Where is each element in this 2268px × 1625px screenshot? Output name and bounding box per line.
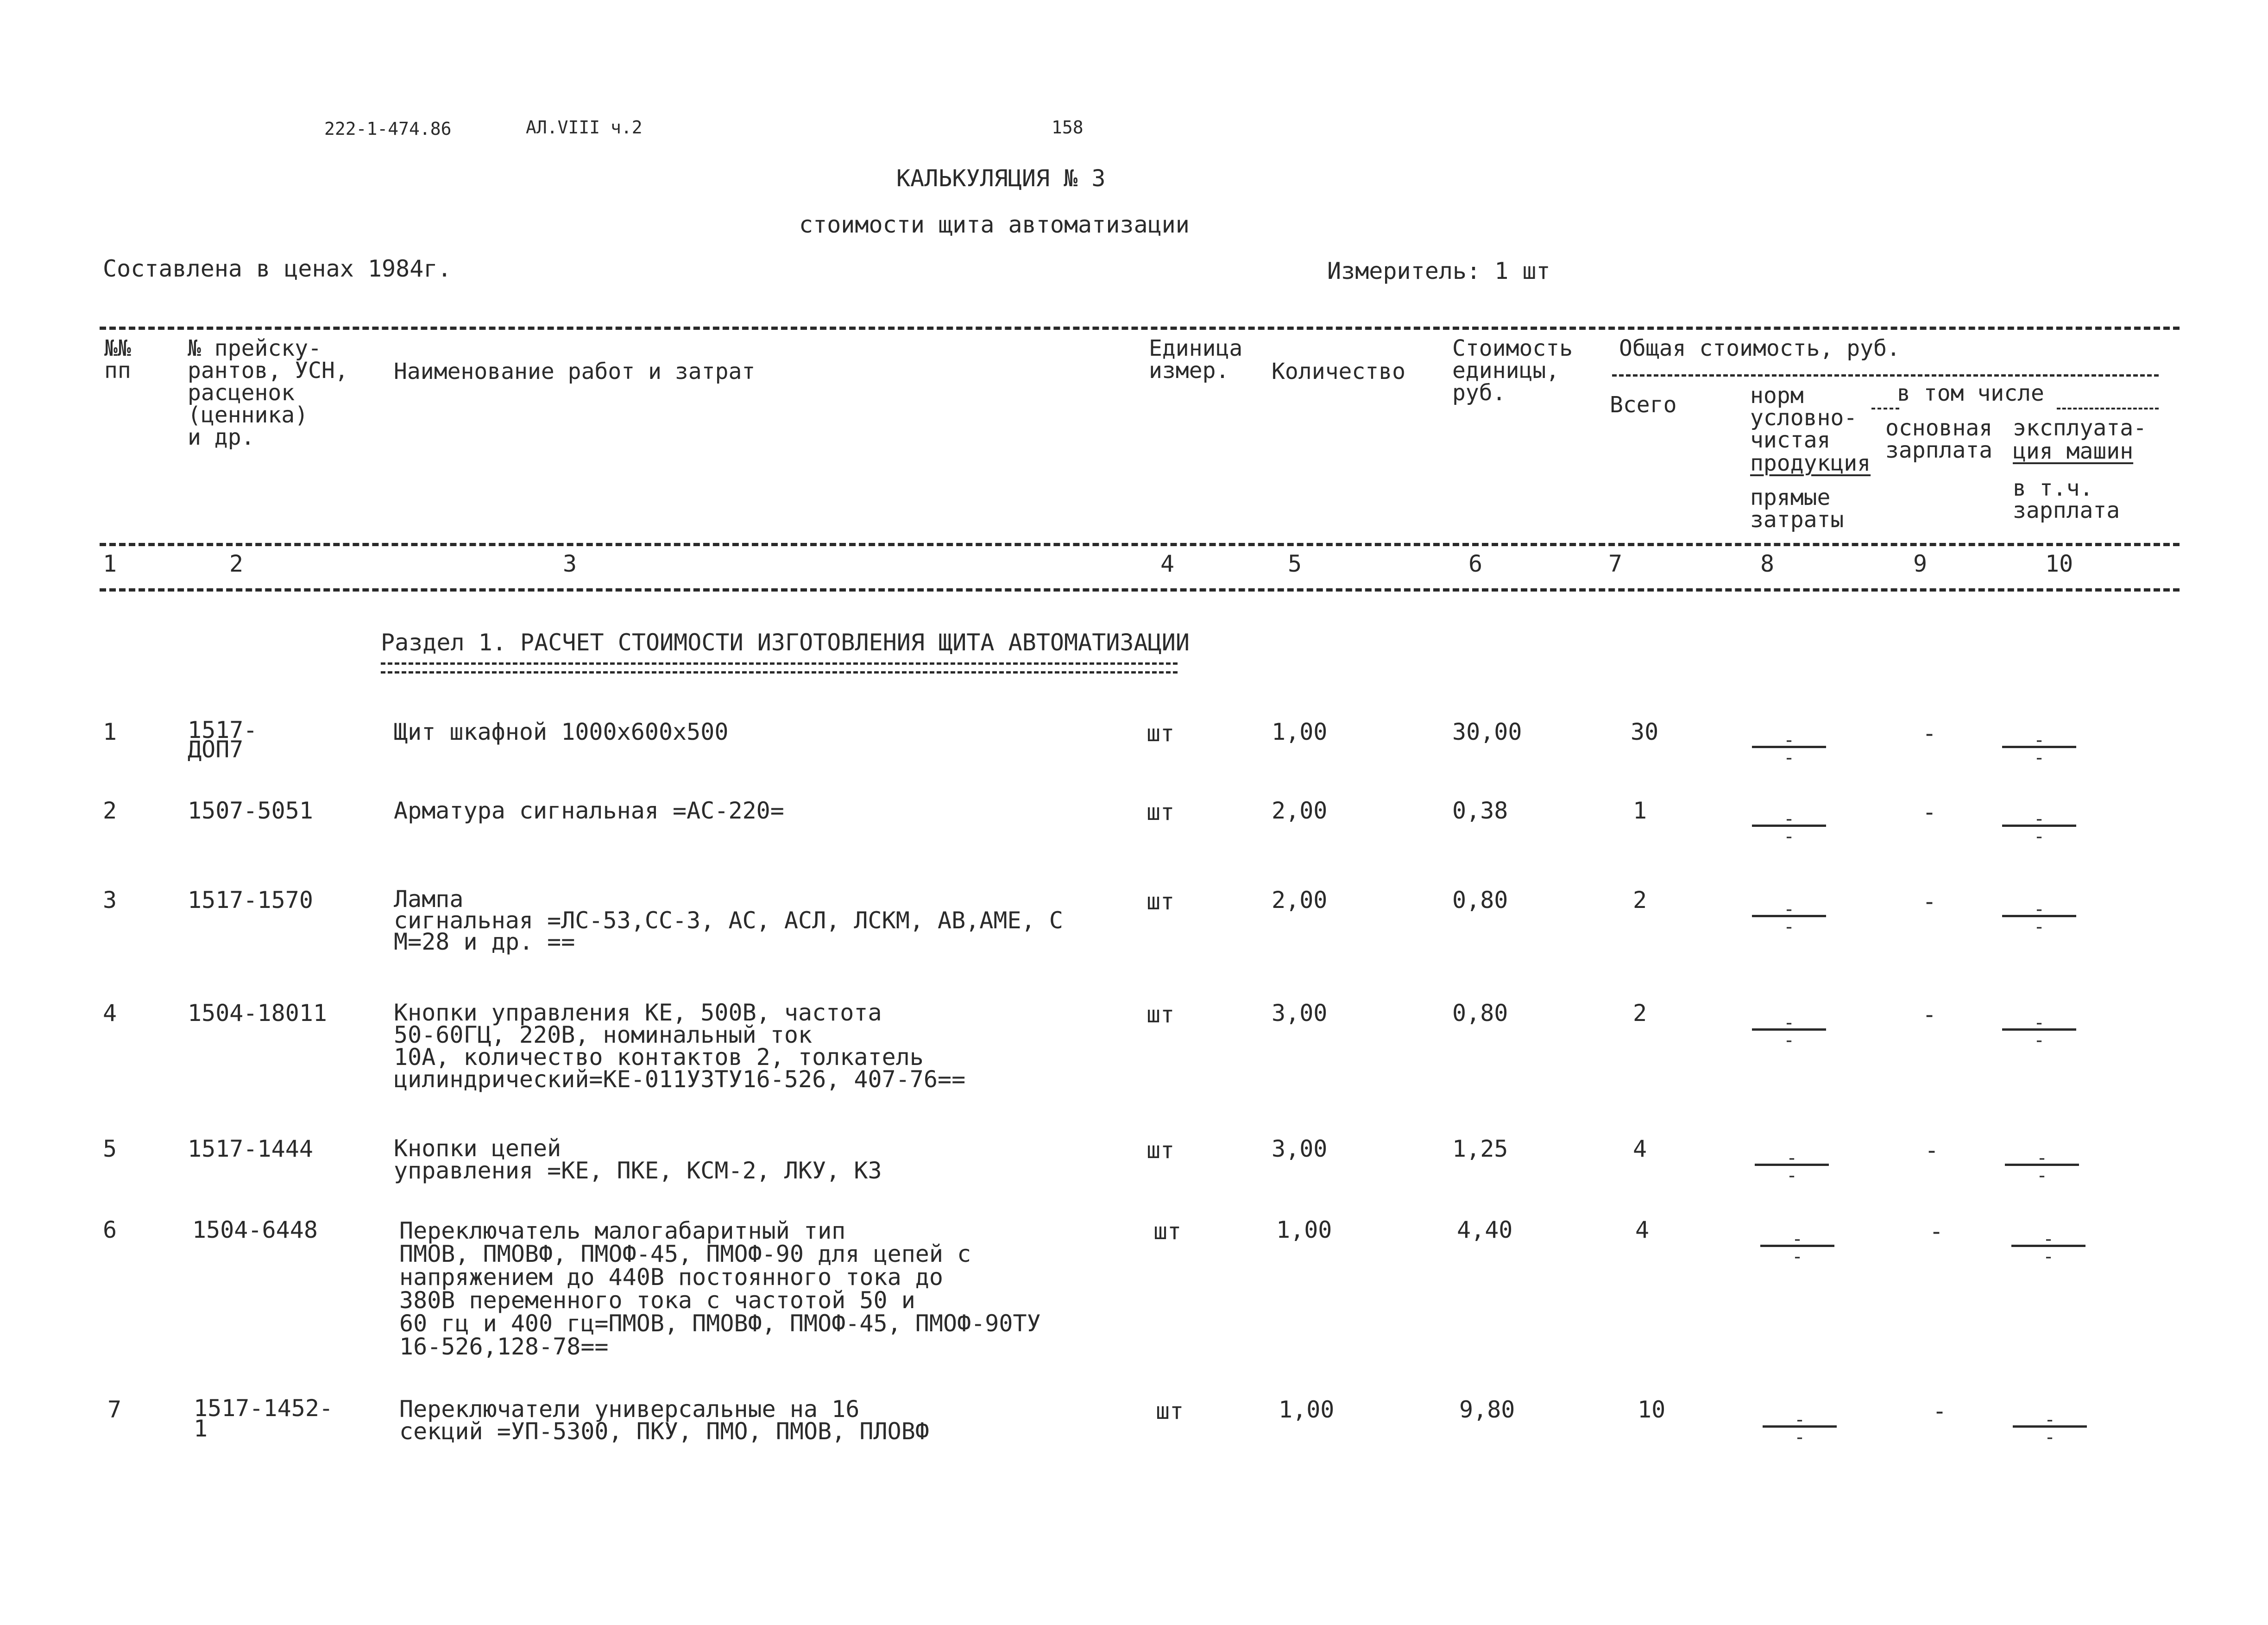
column-number: 10: [2045, 550, 2073, 577]
row-unit-price: 0,38: [1452, 797, 1508, 824]
row-machine-fraction: [2013, 1409, 2087, 1448]
row-machine-fraction: [2005, 1147, 2079, 1186]
row-unit-price: 1,25: [1452, 1135, 1508, 1162]
column-numbers-top-rule: [100, 543, 2180, 546]
row-unit-price: 0,80: [1452, 887, 1508, 913]
row-name: Кнопки цепей управления =КЕ, ПКЕ, КСМ-2, ЛКУ, КЗ: [394, 1135, 882, 1184]
row-price-code: 1517-1570: [188, 887, 313, 913]
row-total: 30: [1631, 718, 1659, 745]
document-code: 222-1-474.86: [324, 119, 452, 139]
row-total: 2: [1633, 887, 1647, 913]
column-number: 4: [1160, 550, 1175, 577]
row-total: 4: [1633, 1135, 1647, 1162]
row-price-code: 1517-1444: [188, 1135, 313, 1162]
direct-costs-value: -: [1783, 747, 1795, 768]
row-norm-fraction: [1752, 730, 1826, 768]
norm-value: -: [1783, 730, 1795, 751]
row-base-salary: -: [1933, 1398, 1947, 1424]
row-unit: шт: [1147, 720, 1175, 747]
column-number: 5: [1288, 550, 1302, 577]
row-quantity: 1,00: [1272, 718, 1328, 745]
album-ref: АЛ.VIII ч.2: [526, 117, 643, 138]
header-norm-net-product: норм условно- чистая: [1750, 383, 1858, 453]
row-unit-price: 30,00: [1452, 718, 1522, 745]
row-base-salary: -: [1922, 720, 1937, 747]
machine-salary-value: -: [2033, 826, 2045, 847]
header-total-cost: Общая стоимость, руб.: [1619, 335, 1900, 361]
row-number: 3: [103, 887, 117, 913]
norm-value: -: [1791, 1228, 1803, 1250]
header-unit-cost: Стоимость единицы, руб.: [1452, 335, 1573, 406]
row-base-salary: -: [1929, 1218, 1944, 1245]
machine-value: -: [2033, 730, 2045, 751]
row-total: 10: [1638, 1396, 1666, 1423]
row-unit-price: 4,40: [1457, 1216, 1513, 1243]
machine-value: -: [2033, 899, 2045, 920]
row-name: Щит шкафной 1000x600x500: [394, 718, 729, 745]
header-net-product: продукция: [1750, 450, 1871, 476]
prices-basis: Составлена в ценах 1984г.: [103, 255, 452, 282]
section-title-underline: [381, 662, 1178, 674]
machine-salary-value: -: [2036, 1165, 2048, 1186]
row-price-code: 1517- ДОП7: [188, 717, 258, 763]
row-name: Арматура сигнальная =АС-220=: [394, 797, 784, 824]
row-unit: шт: [1147, 1001, 1175, 1028]
machine-value: -: [2044, 1409, 2056, 1430]
row-norm-fraction: [1760, 1228, 1834, 1267]
row-unit: шт: [1147, 1137, 1175, 1164]
column-number: 9: [1913, 550, 1928, 577]
row-base-salary: -: [1925, 1137, 1939, 1164]
row-quantity: 1,00: [1279, 1396, 1335, 1423]
header-direct-costs: прямые затраты: [1750, 485, 1844, 533]
row-price-code: 1507-5051: [188, 797, 313, 824]
row-number: 7: [107, 1396, 122, 1423]
row-name: Переключатель малогабаритный тип ПМОВ, ПМОВФ, ПМОФ-45, ПМОФ-90 для цепей с напряжением до 440В постоянного тока до 380В переменного тока с частотой 50 и 60 гц и 400 гц=ПМОВ, ПМОВФ, ПМОФ-45, ПМОФ-90ТУ 16-526,128-78==: [399, 1217, 1041, 1360]
table-top-rule: [100, 327, 2180, 330]
machine-value: -: [2033, 1012, 2045, 1033]
header-including-rule-right: [2057, 408, 2159, 409]
header-machines: ция машин: [2013, 438, 2134, 464]
row-quantity: 2,00: [1272, 797, 1328, 824]
row-number: 4: [103, 1000, 117, 1027]
row-number: 2: [103, 797, 117, 824]
row-unit-price: 0,80: [1452, 1000, 1508, 1027]
row-price-code: 1504-18011: [188, 1000, 328, 1027]
unit-of-measure: Измеритель: 1 шт: [1327, 258, 1550, 284]
row-quantity: 3,00: [1272, 1000, 1328, 1027]
row-number: 5: [103, 1135, 117, 1162]
row-number: 6: [103, 1216, 117, 1243]
norm-value: -: [1783, 1012, 1795, 1033]
page-number: 158: [1052, 117, 1084, 138]
machine-value: -: [2036, 1147, 2048, 1169]
section-title: Раздел 1. РАСЧЕТ СТОИМОСТИ ИЗГОТОВЛЕНИЯ ЩИТА АВТОМАТИЗАЦИИ: [381, 629, 1190, 656]
row-machine-fraction: [2002, 899, 2076, 938]
header-row-number: №№ пп: [104, 335, 131, 384]
row-unit-price: 9,80: [1459, 1396, 1515, 1423]
column-number: 2: [229, 550, 244, 577]
row-norm-fraction: [1755, 1147, 1829, 1186]
machine-salary-value: -: [2033, 1030, 2045, 1051]
row-quantity: 1,00: [1276, 1216, 1332, 1243]
row-unit: шт: [1156, 1398, 1184, 1424]
row-price-code: 1517-1452- 1: [194, 1395, 334, 1442]
column-number: 3: [563, 550, 577, 577]
norm-value: -: [1783, 899, 1795, 920]
direct-costs-value: -: [1783, 826, 1795, 847]
row-base-salary: -: [1922, 888, 1937, 915]
header-unit: Единица измер.: [1149, 335, 1243, 384]
row-unit: шт: [1153, 1218, 1182, 1245]
row-total: 4: [1635, 1216, 1650, 1243]
norm-value: -: [1794, 1409, 1806, 1430]
document-title: КАЛЬКУЛЯЦИЯ № 3: [896, 165, 1106, 192]
header-price-list: № прейску- рантов, УСН, расценок (ценника) и др.: [188, 335, 348, 450]
row-quantity: 2,00: [1272, 887, 1328, 913]
header-total: Всего: [1610, 392, 1677, 418]
machine-salary-value: -: [2044, 1427, 2056, 1448]
header-subrule: [1612, 374, 2159, 377]
header-quantity: Количество: [1272, 359, 1405, 384]
row-base-salary: -: [1922, 1001, 1937, 1028]
row-norm-fraction: [1752, 1012, 1826, 1051]
row-unit: шт: [1147, 888, 1175, 915]
direct-costs-value: -: [1794, 1427, 1806, 1448]
row-name: Лампа сигнальная =ЛС-53,СС-3, АС, АСЛ, ЛСКМ, АВ,АМЕ, С М=28 и др. ==: [394, 886, 1063, 955]
row-norm-fraction: [1752, 899, 1826, 938]
column-number: 6: [1468, 550, 1483, 577]
row-quantity: 3,00: [1272, 1135, 1328, 1162]
header-work-name: Наименование работ и затрат: [394, 359, 756, 384]
norm-value: -: [1783, 808, 1795, 830]
header-incl-salary: в т.ч. зарплата: [2013, 475, 2120, 523]
row-name: Переключатели универсальные на 16 секций =УП-5300, ПКУ, ПМО, ПМОВ, ПЛОВФ: [399, 1396, 929, 1445]
row-machine-fraction: [2002, 1012, 2076, 1051]
row-norm-fraction: [1752, 808, 1826, 847]
norm-value: -: [1786, 1147, 1798, 1169]
row-total: 1: [1633, 797, 1647, 824]
row-base-salary: -: [1922, 799, 1937, 825]
direct-costs-value: -: [1783, 916, 1795, 938]
row-machine-fraction: [2011, 1228, 2085, 1267]
document-subtitle: стоимости щита автоматизации: [799, 211, 1190, 238]
column-number: 1: [103, 550, 117, 577]
machine-value: -: [2042, 1228, 2054, 1250]
direct-costs-value: -: [1791, 1246, 1803, 1267]
header-machine-operation: эксплуата-: [2013, 415, 2147, 441]
row-price-code: 1504-6448: [192, 1216, 318, 1243]
machine-salary-value: -: [2042, 1246, 2054, 1267]
column-number: 7: [1608, 550, 1623, 577]
direct-costs-value: -: [1783, 1030, 1795, 1051]
direct-costs-value: -: [1786, 1165, 1798, 1186]
row-machine-fraction: [2002, 808, 2076, 847]
row-name: Кнопки управления КЕ, 500В, частота 50-60ГЦ, 220В, номинальный ток 10А, количество контактов 2, толкатель цилиндрический=КЕ-011УЗТУ16-526, 407-76==: [394, 999, 966, 1093]
header-including-rule: [1871, 408, 1899, 409]
machine-salary-value: -: [2033, 916, 2045, 938]
row-number: 1: [103, 718, 117, 745]
row-unit: шт: [1147, 799, 1175, 825]
column-number: 8: [1760, 550, 1775, 577]
column-numbers-bottom-rule: [100, 588, 2180, 592]
header-including: в том числе: [1897, 380, 2044, 406]
header-base-salary: основная зарплата: [1885, 415, 1993, 463]
row-norm-fraction: [1763, 1409, 1837, 1448]
machine-value: -: [2033, 808, 2045, 830]
row-machine-fraction: [2002, 730, 2076, 768]
machine-salary-value: -: [2033, 747, 2045, 768]
row-total: 2: [1633, 1000, 1647, 1027]
